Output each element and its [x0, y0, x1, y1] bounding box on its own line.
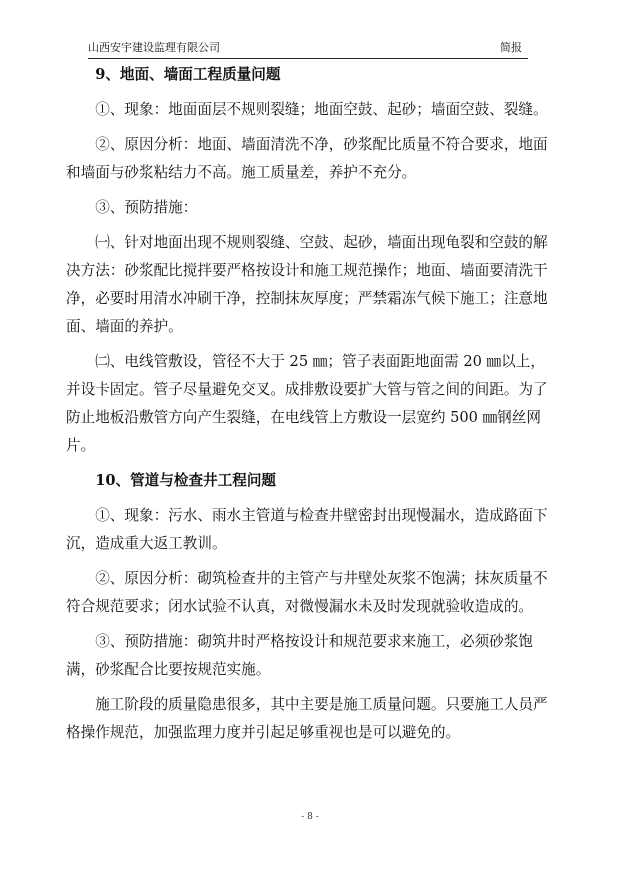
document-body: [66, 61, 556, 754]
paragraph-phenomenon: ①、现象：地面面层不规则裂缝；地面空鼓、起砂；墙面空鼓、裂缝。: [95, 101, 548, 118]
paragraph-conclusion: 施工阶段的质量隐患很多，其中主要是施工质量问题。只要施工人员严格操作规范，加强监理力度并引起足够重视也是可以避免的。: [66, 696, 548, 741]
document-type: 简报: [500, 41, 522, 54]
paragraph-prevention-item-2: ㈡、电线管敷设，管径不大于 25 ㎜；管子表面距地面需 20 ㎜以上，并设卡固定。管子尽量避免交叉。成排敷设要扩大管与管之间的间距。为了防止地板沿敷管方向产生裂缝，在电线管上方敷设一层宽约 500 ㎜钢丝网片。: [66, 353, 548, 454]
section-heading-floor-wall: 9、地面、墙面工程质量问题: [95, 66, 281, 83]
paragraph-cause-analysis: ②、原因分析：砌筑检查井的主管产与井壁处灰浆不饱满；抹灰质量不符合规范要求；闭水试验不认真，对微慢漏水未及时发现就验收造成的。: [66, 570, 548, 615]
paragraph-cause-analysis: ②、原因分析：地面、墙面清洗不净，砂浆配比质量不符合要求，地面和墙面与砂浆粘结力不高。施工质量差，养护不充分。: [66, 136, 548, 181]
paragraph-phenomenon: ①、现象：污水、雨水主管道与检查井壁密封出现慢漏水，造成路面下沉，造成重大返工教训。: [66, 507, 548, 552]
page-number: - 8 -: [301, 812, 319, 822]
section-heading-pipes-manholes: 10、管道与检查井工程问题: [95, 472, 277, 489]
page-header: [88, 40, 528, 59]
paragraph-prevention: ③、预防措施：砌筑井时严格按设计和规范要求来施工，必须砂浆饱满，砂浆配合比要按规范实施。: [66, 633, 534, 678]
paragraph-prevention-item-1: ㈠、针对地面出现不规则裂缝、空鼓、起砂，墙面出现龟裂和空鼓的解决方法：砂浆配比搅拌要严格按设计和施工规范操作；地面、墙面要清洗干净，必要时用清水冲刷干净，控制抹灰厚度；严禁霜冻气候下施工；注意地面、墙面的养护。: [66, 234, 548, 335]
company-name: 山西安宇建设监理有限公司: [88, 41, 220, 54]
paragraph-prevention-label: ③、预防措施：: [95, 199, 198, 216]
